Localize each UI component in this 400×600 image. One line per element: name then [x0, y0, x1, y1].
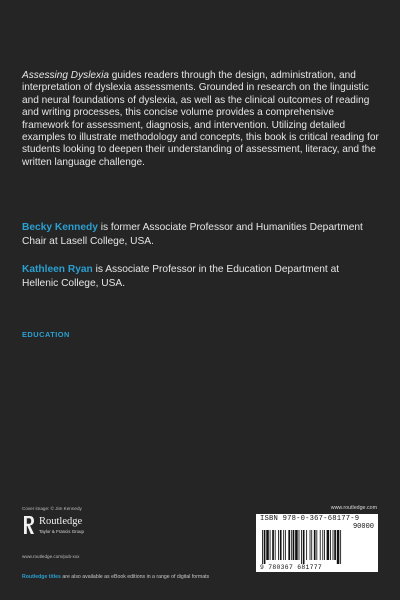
barcode-bar — [334, 530, 336, 560]
barcode-bar — [262, 530, 263, 564]
isbn-label: ISBN 978-0-367-68177-9 — [260, 515, 360, 523]
ebook-note-lead: Routledge titles — [22, 574, 61, 580]
barcode-bars — [260, 530, 374, 564]
barcode-bar — [322, 530, 323, 560]
barcode-bar — [316, 530, 317, 560]
description-text: guides readers through the design, administration, and interpretation of dyslexia assessments. Grounded in research on the linguistic and neural foundations of dyslexia, as well as the clinical outcomes of reading and writing processes, this concise volume provides a comprehensive framework for assessment, diagnosis, and intervention. Utilizing detailed examples to illustrate methodology and concepts, this book is critical reading for students looking to deepen their understanding of assessment, literacy, and the written language challenge. — [22, 70, 379, 168]
barcode-bar — [327, 530, 330, 560]
publisher-name: Routledge — [39, 516, 83, 527]
author-name-2: Kathleen Ryan — [22, 264, 93, 275]
barcode-bar — [306, 530, 307, 560]
barcode-bar — [314, 530, 316, 560]
barcode-bar — [333, 530, 334, 560]
publisher-url: www.routledge.com — [330, 505, 377, 511]
barcode-bar — [301, 530, 302, 564]
subject-category: EDUCATION — [22, 330, 70, 339]
barcode-bar — [270, 530, 271, 560]
author-bio-text-2: is Associate Professor in the Education Department at Hellenic College, USA. — [22, 264, 340, 289]
author-bio-text-1: is former Associate Professor and Humanities Department Chair at Lasell College, USA. — [22, 222, 363, 247]
barcode-bar — [320, 530, 321, 560]
barcode-bar — [299, 530, 300, 560]
ebook-note-text: are also available as eBook editions in a range of digital formats — [60, 574, 210, 580]
barcode-bar — [310, 530, 311, 560]
barcode-bar — [337, 530, 340, 564]
barcode-bar — [324, 530, 325, 560]
book-title-italic: Assessing Dyslexia — [22, 70, 109, 81]
barcode-bar — [275, 530, 276, 560]
ebook-note — [22, 574, 209, 580]
book-website: www.routledge.com/pub-xxx — [22, 554, 80, 559]
barcode-bar — [291, 530, 292, 560]
barcode-bar — [264, 530, 266, 564]
barcode-bar — [266, 530, 269, 560]
price-code: 90000 — [352, 523, 374, 531]
barcode-bar — [330, 530, 331, 560]
barcode-bar — [311, 530, 312, 560]
barcode-bar — [293, 530, 295, 560]
barcode-bar — [278, 530, 279, 560]
barcode-bar — [303, 530, 305, 564]
barcode-bar — [283, 530, 284, 560]
barcode-bar — [280, 530, 282, 560]
barcode-bar — [285, 530, 286, 560]
author-name-1: Becky Kennedy — [22, 222, 98, 233]
routledge-r-icon — [22, 515, 35, 535]
publisher-logo — [22, 514, 112, 550]
author-bio-2 — [22, 263, 372, 291]
barcode-bar — [295, 530, 298, 560]
book-description — [22, 70, 380, 169]
barcode-bar — [340, 530, 341, 564]
barcode-digits: 9 780367 681777 — [260, 564, 323, 571]
barcode-bar — [272, 530, 274, 560]
author-bio-1 — [22, 221, 372, 249]
isbn-barcode — [256, 514, 378, 572]
barcode-bar — [288, 530, 290, 560]
publisher-group: Taylor & Francis Group — [39, 529, 84, 534]
cover-image-credit: Cover image: © Jim Kennedy — [22, 506, 82, 511]
